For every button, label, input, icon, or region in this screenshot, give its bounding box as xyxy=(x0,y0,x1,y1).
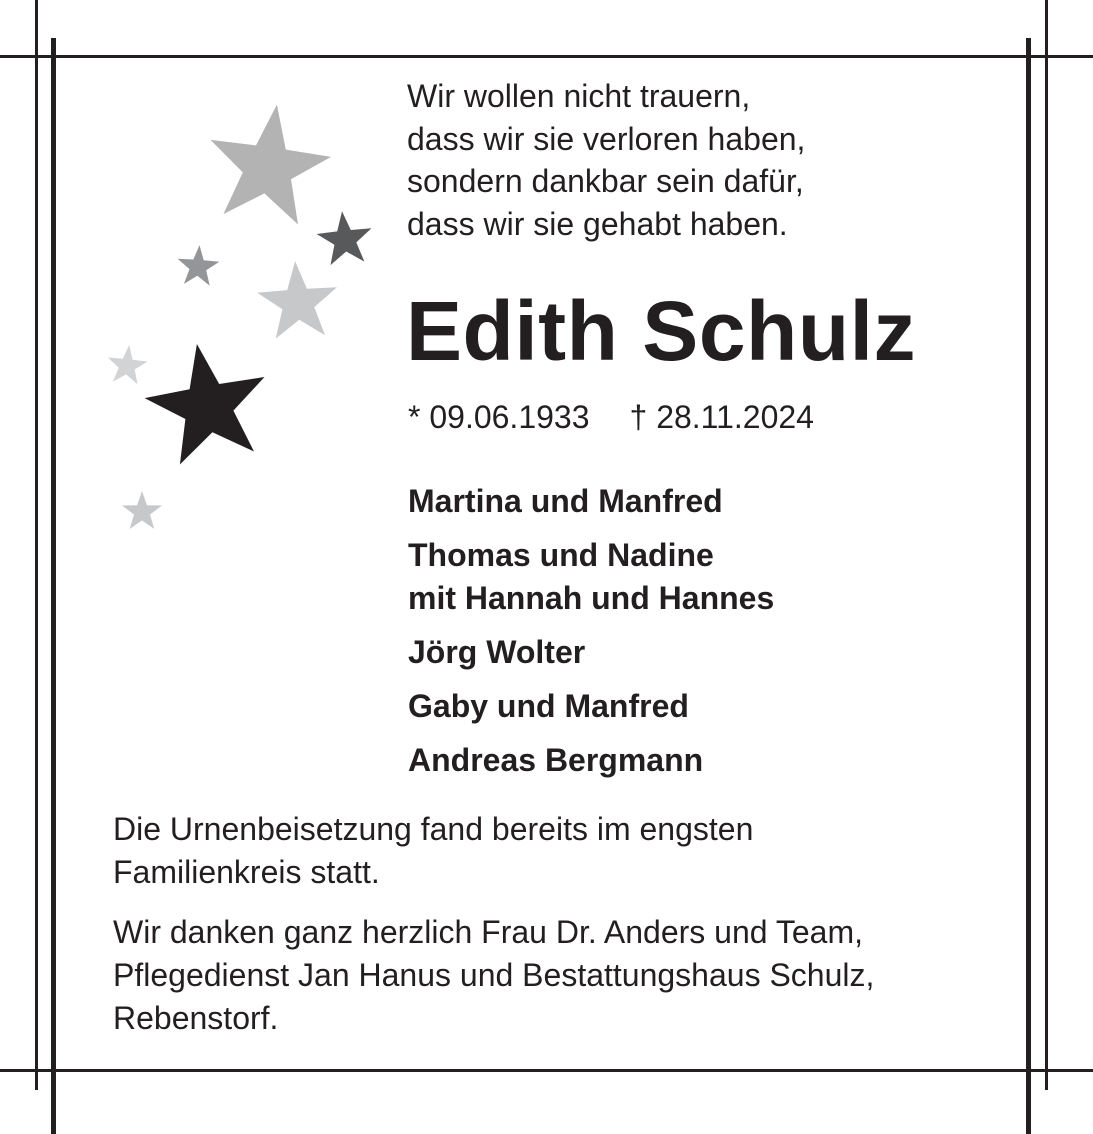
thanks-notice-line: Rebenstorf. xyxy=(113,1000,279,1036)
burial-notice-line: Familienkreis statt. xyxy=(113,854,380,890)
mourner-entry xyxy=(408,739,1028,782)
mourner-entry xyxy=(408,631,1028,674)
star-palest-gray-small-icon xyxy=(108,345,148,384)
thanks-notice-line: Pflegedienst Jan Hanus und Bestattungshaus Schulz, xyxy=(113,957,875,993)
mourner-entry xyxy=(408,480,1028,523)
frame-line-right-outer xyxy=(1045,0,1048,1090)
mourner-entry xyxy=(408,534,1028,620)
frame-line-left-inner xyxy=(51,38,56,1134)
mourner-line: Martina und Manfred xyxy=(408,483,723,519)
burial-notice xyxy=(113,808,1013,894)
thanks-notice-line: Wir danken ganz herzlich Frau Dr. Anders und Team, xyxy=(113,914,863,950)
quote-line: sondern dankbar sein dafür, xyxy=(407,163,804,199)
mourners-list xyxy=(408,480,1028,793)
mourner-line: mit Hannah und Hannes xyxy=(408,580,775,616)
deceased-name: Edith Schulz xyxy=(406,284,916,378)
mourner-line: Gaby und Manfred xyxy=(408,688,689,724)
quote-line: dass wir sie verloren haben, xyxy=(407,120,806,157)
star-pale-gray-medium-icon xyxy=(257,261,337,339)
star-light-gray-large-icon xyxy=(211,105,332,225)
death-date: † 28.11.2024 xyxy=(629,399,814,435)
life-dates xyxy=(408,396,814,438)
quote-line: dass wir sie gehabt haben. xyxy=(407,205,788,242)
burial-notice-line: Die Urnenbeisetzung fand bereits im engsten xyxy=(113,811,754,847)
star-pale-gray-small-icon xyxy=(122,491,162,529)
frame-line-left-outer xyxy=(35,0,38,1090)
stars-decoration xyxy=(100,100,390,550)
star-dark-gray-small-icon xyxy=(317,211,372,265)
birth-date: * 09.06.1933 xyxy=(408,399,590,435)
frame-line-top xyxy=(0,55,1093,58)
frame-line-bottom xyxy=(0,1069,1093,1072)
mourner-line: Thomas und Nadine xyxy=(408,537,714,573)
mourner-line: Andreas Bergmann xyxy=(408,742,704,778)
quote-line: Wir wollen nicht trauern, xyxy=(407,78,751,114)
mourner-line: Jörg Wolter xyxy=(408,634,586,670)
memorial-quote xyxy=(407,75,805,245)
thanks-notice xyxy=(113,911,1013,1040)
star-black-large-icon xyxy=(145,344,265,465)
star-gray-small-icon xyxy=(178,245,220,286)
mourner-entry xyxy=(408,685,1028,728)
